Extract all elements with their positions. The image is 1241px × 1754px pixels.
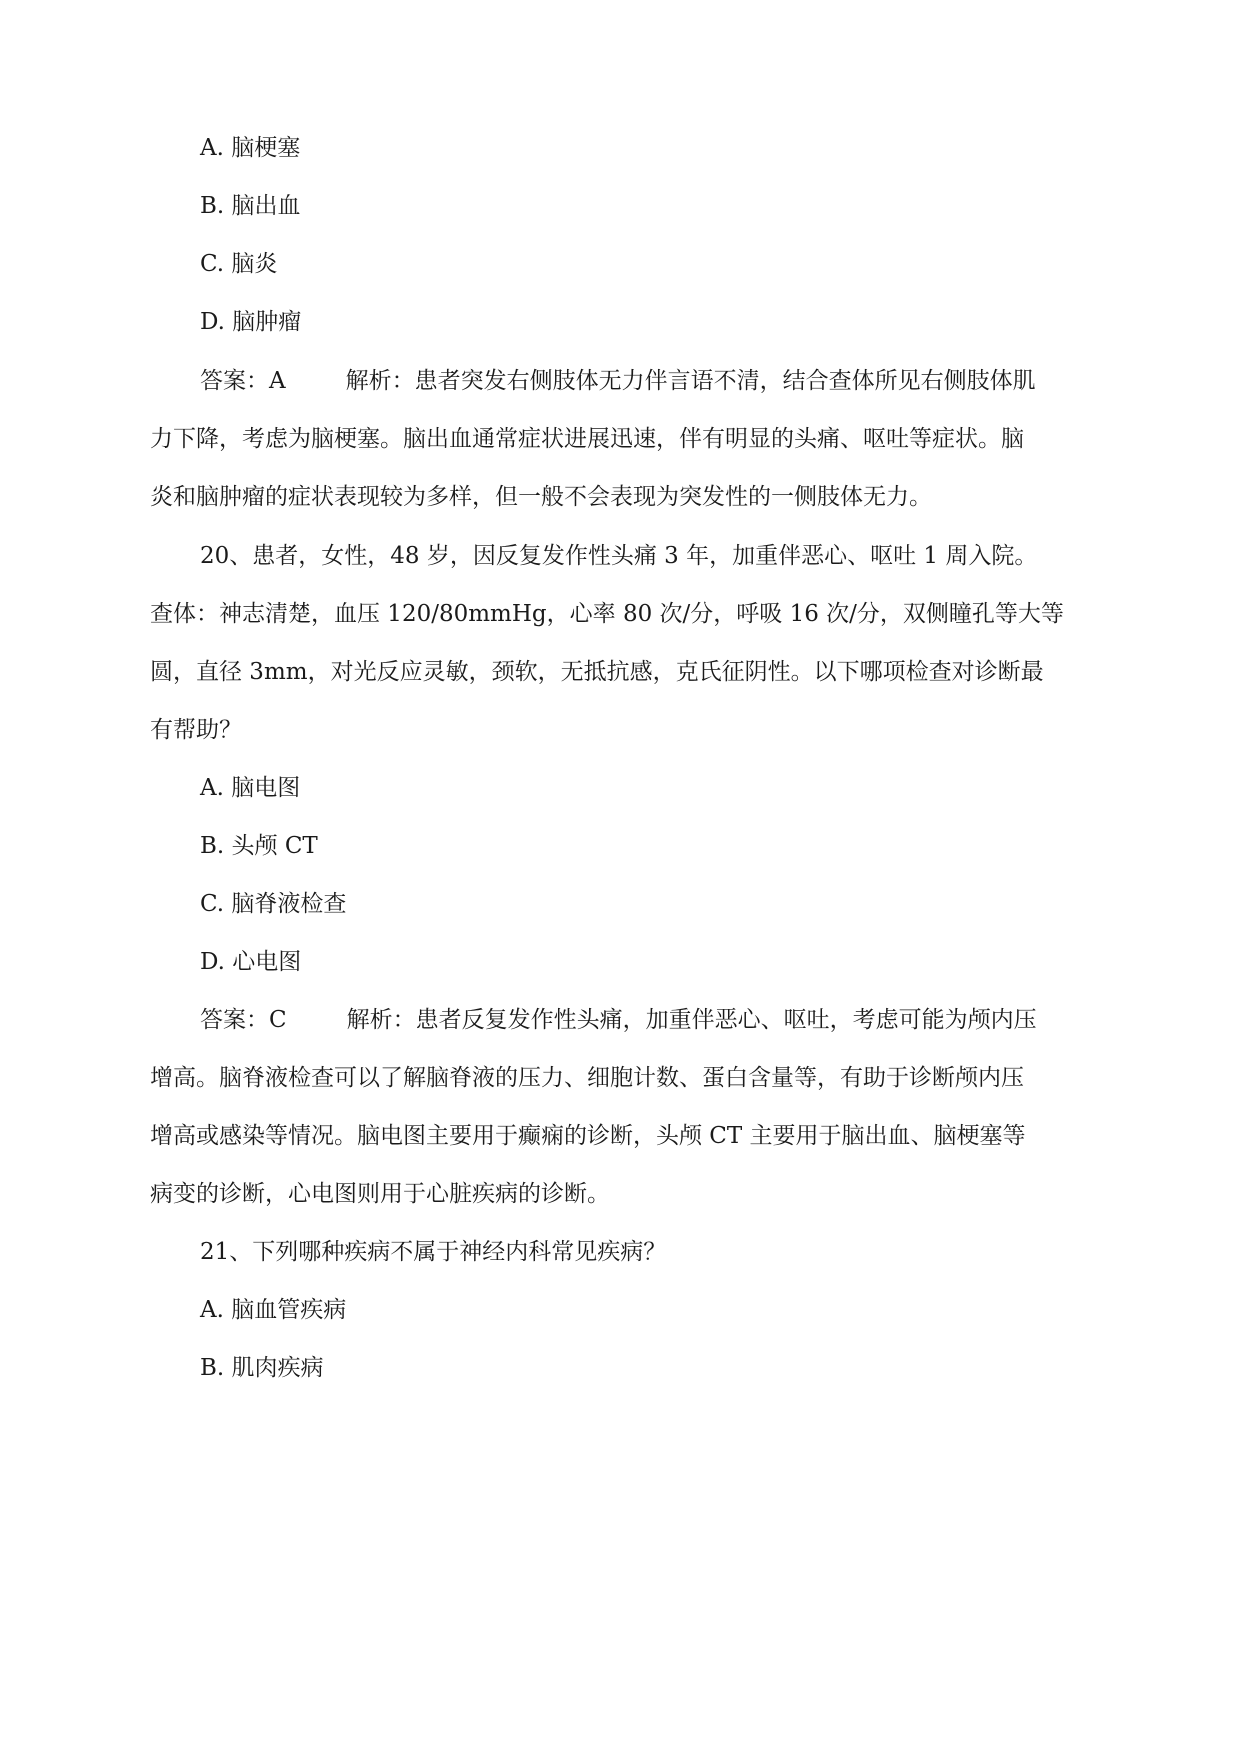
q20-explanation-line-4: 病变的诊断，心电图则用于心脏疾病的诊断。 [150,1181,610,1207]
q21-stem: 21、下列哪种疾病不属于神经内科常见疾病？ [200,1239,667,1265]
q21-option-b: B. 肌肉疾病 [200,1355,324,1381]
q19-option-a: A. 脑梗塞 [200,135,301,161]
q20-stem-line-3: 圆，直径 3mm，对光反应灵敏，颈软，无抵抗感，克氏征阴性。以下哪项检查对诊断最 [150,659,1044,685]
q20-explanation-start: 解析：患者反复发作性头痛，加重伴恶心、呕吐，考虑可能为颅内压 [346,1007,1037,1033]
q20-explanation-line-3: 增高或感染等情况。脑电图主要用于癫痫的诊断，头颅 CT 主要用于脑出血、脑梗塞等 [150,1123,1026,1149]
q19-option-b: B. 脑出血 [200,193,301,219]
q19-answer-line [200,366,1036,396]
q19-option-d: D. 脑肿瘤 [200,309,302,335]
q19-explanation-line-3: 炎和脑肿瘤的症状表现较为多样，但一般不会表现为突发性的一侧肢体无力。 [150,484,932,510]
q20-stem-line-2: 查体：神志清楚，血压 120/80mmHg，心率 80 次/分，呼吸 16 次/分，双侧瞳孔等大等 [150,601,1064,627]
q19-explanation-line-2: 力下降，考虑为脑梗塞。脑出血通常症状进展迅速，伴有明显的头痛、呕吐等症状。脑 [150,426,1024,452]
q19-explanation-start: 解析：患者突发右侧肢体无力伴言语不清，结合查体所见右侧肢体肌 [345,368,1036,394]
q20-stem-line-4: 有帮助？ [150,717,242,743]
q19-option-c: C. 脑炎 [200,251,278,277]
q20-explanation-line-2: 增高。脑脊液检查可以了解脑脊液的压力、细胞计数、蛋白含量等，有助于诊断颅内压 [150,1065,1024,1091]
q20-option-a: A. 脑电图 [200,775,301,801]
q20-option-c: C. 脑脊液检查 [200,891,347,917]
q20-option-d: D. 心电图 [200,949,302,975]
q21-option-a: A. 脑血管疾病 [200,1297,347,1323]
q20-answer: 答案：C [200,1007,287,1033]
q20-answer-line [200,1005,1037,1035]
q20-stem-line-1: 20、患者，女性，48 岁，因反复发作性头痛 3 年，加重伴恶心、呕吐 1 周入院。 [200,543,1038,569]
q20-option-b: B. 头颅 CT [200,833,318,859]
q19-answer: 答案：A [200,368,286,394]
